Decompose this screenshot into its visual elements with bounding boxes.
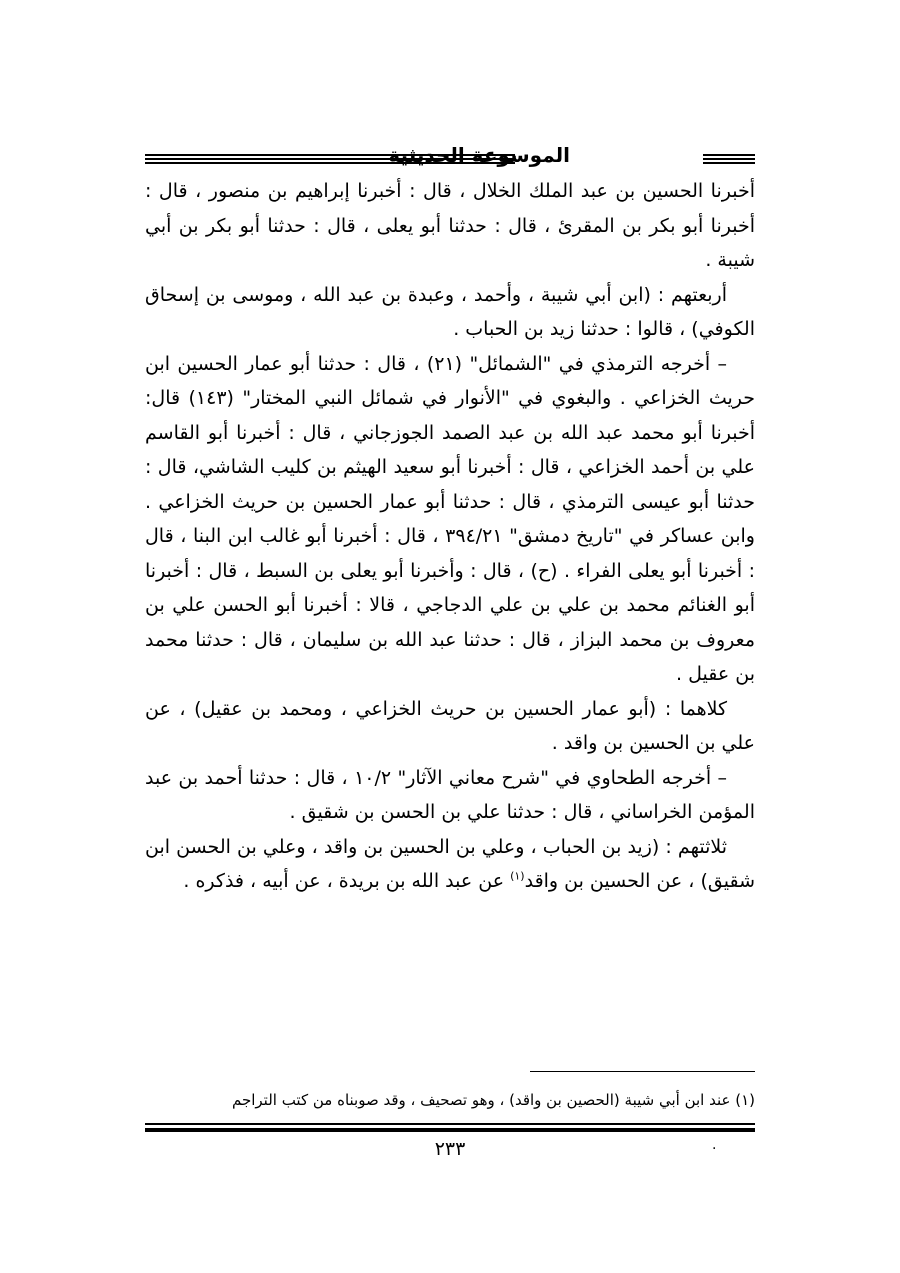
text-line: عن عبد الله بن بريدة ، عن أبيه ، فذكره .: [183, 870, 511, 892]
main-text: [145, 174, 755, 899]
footnote-separator: [530, 1071, 755, 1072]
paragraph: [145, 692, 755, 761]
text-line: القاسم علي بن أحمد الخزاعي ، قال : أخبرنا أبو سعيد الهيثم بن كليب الشاشي،: [145, 421, 755, 478]
footnote: (١) عند ابن أبي شيبة (الحصين بن واقد) ، وهو تصحيف ، وقد صوبناه من كتب التراجم: [231, 1091, 755, 1109]
text-line: الخزاعي . وابن عساكر في "تاريخ دمشق" ٣٩٤/٢١ ، قال : أخبرنا أبو غالب: [145, 490, 755, 547]
paragraph: [145, 830, 755, 899]
text-line: ابن البنا ، قال : أخبرنا أبو يعلى الفراء . (ح) ، قال : وأخبرنا أبو يعلى بن: [145, 525, 755, 582]
bottom-rule-thick: [145, 1128, 755, 1132]
header-rule-short: [703, 162, 755, 164]
header-rule-short: [703, 158, 755, 160]
text-line: – أخرجه الطحاوي في "شرح معاني الآثار" ١٠/٢ ، قال : حدثنا أحمد بن: [178, 766, 727, 789]
running-header: [145, 140, 755, 174]
paragraph: [145, 761, 755, 830]
text-line: ابن شقيق) ، عن الحسين بن واقد: [145, 835, 755, 892]
text-line: ابن حريث الخزاعي . والبغوي في "الأنوار في شمائل النبي المختار" (١٤٣): [145, 352, 755, 409]
page-number: ٢٣٣: [434, 1138, 466, 1160]
text-line: أخبرنا أبو بكر بن المقرئ ، قال : حدثنا أبو يعلى ، قال : حدثنا أبو بكر بن: [178, 214, 755, 237]
text-line: – أخرجه الترمذي في "الشمائل" (٢١) ، قال : حدثنا أبو عمار الحسين: [177, 352, 728, 375]
text-line: سليمان ، قال : حدثنا محمد بن عقيل .: [145, 628, 755, 685]
text-line: أخبرنا الحسين بن عبد الملك الخلال ، قال : أخبرنا إبراهيم بن منصور ، قال :: [145, 180, 755, 202]
header-title: الموسوعة الحديثية: [388, 143, 570, 167]
text-line: إسحاق الكوفي) ، قالوا : حدثنا زيد بن الحباب .: [145, 283, 755, 340]
text-line: عن علي بن الحسين بن واقد .: [145, 697, 755, 754]
footnote-continuation-dot: .: [712, 1137, 717, 1153]
text-line: أخبرنا أبو الحسن علي بن معروف بن محمد البزاز ، قال : حدثنا عبد الله بن: [145, 594, 755, 651]
paragraph: [145, 278, 755, 347]
text-line: السبط ، قال : أخبرنا أبو الغنائم محمد بن علي بن علي الدجاجي ، قالا :: [145, 559, 756, 616]
header-rule-short: [703, 154, 755, 156]
text-line: عبد المؤمن الخراساني ، قال : حدثنا علي بن الحسن بن شقيق .: [145, 766, 755, 823]
text-line: قال : حدثنا أبو عيسى الترمذي ، قال : حدثنا أبو عمار الحسين بن حريث: [145, 456, 755, 513]
paragraph: [145, 347, 755, 692]
paragraph: [145, 174, 755, 278]
text-line: كلاهما : (أبو عمار الحسين بن حريث الخزاعي ، ومحمد بن عقيل) ،: [179, 697, 727, 720]
text-line: ثلاثتهم : (زيد بن الحباب ، وعلي بن الحسين بن واقد ، وعلي بن الحسن: [176, 835, 727, 858]
footnote-marker: (١): [510, 869, 525, 883]
bottom-rule: [145, 1123, 755, 1125]
text-line: قال: أخبرنا أبو محمد عبد الله بن عبد الصمد الجوزجاني ، قال : أخبرنا أبو: [145, 387, 756, 444]
text-line: أبي شيبة .: [145, 214, 755, 271]
text-line: أربعتهم : (ابن أبي شيبة ، وأحمد ، وعبدة بن عبد الله ، وموسى بن: [205, 283, 727, 306]
